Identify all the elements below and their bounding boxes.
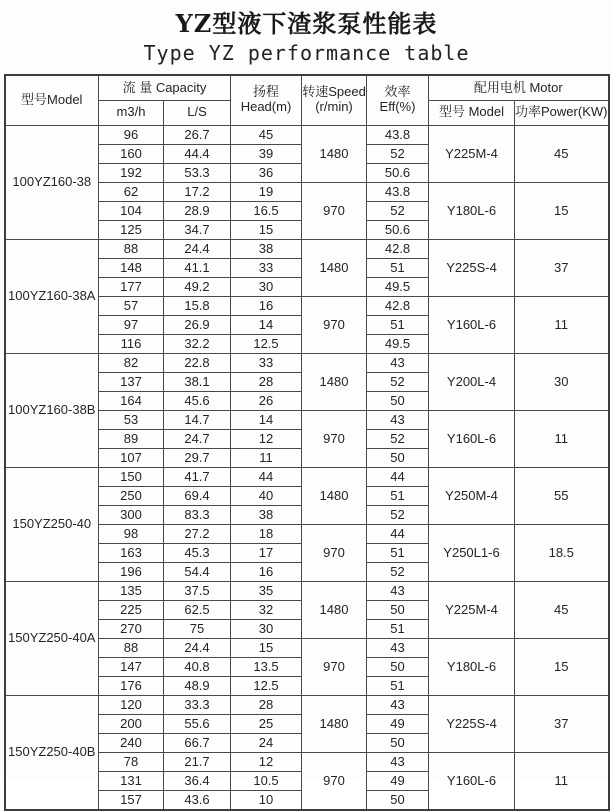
eff-value: 52 (367, 505, 429, 524)
eff-value: 49.5 (367, 334, 429, 353)
header-model: 型号Model (5, 75, 99, 125)
capacity-ls-value: 75 (164, 619, 231, 638)
header-eff-cn: 效率 (384, 84, 411, 100)
eff-value: 44 (367, 524, 429, 543)
motor-power-value: 45 (515, 125, 609, 182)
capacity-m3h-value: 176 (99, 676, 164, 695)
capacity-ls-value: 53.3 (164, 163, 231, 182)
capacity-m3h-value: 135 (99, 581, 164, 600)
speed-value: 970 (302, 296, 367, 353)
eff-value: 43 (367, 695, 429, 714)
capacity-ls-value: 48.9 (164, 676, 231, 695)
motor-power-value: 15 (515, 638, 609, 695)
motor-model-value: Y200L-4 (429, 353, 515, 410)
header-speed-unit: (r/min) (315, 99, 353, 115)
head-value: 25 (231, 714, 302, 733)
capacity-ls-value: 54.4 (164, 562, 231, 581)
motor-model-value: Y225S-4 (429, 695, 515, 752)
head-value: 12 (231, 429, 302, 448)
pump-table-body (5, 125, 609, 810)
capacity-m3h-value: 196 (99, 562, 164, 581)
head-value: 28 (231, 372, 302, 391)
head-value: 18 (231, 524, 302, 543)
head-value: 14 (231, 410, 302, 429)
motor-model-value: Y160L-6 (429, 410, 515, 467)
capacity-ls-value: 24.7 (164, 429, 231, 448)
head-value: 36 (231, 163, 302, 182)
capacity-ls-value: 38.1 (164, 372, 231, 391)
capacity-m3h-value: 300 (99, 505, 164, 524)
capacity-ls-value: 14.7 (164, 410, 231, 429)
speed-value: 1480 (302, 581, 367, 638)
capacity-m3h-value: 164 (99, 391, 164, 410)
head-value: 16 (231, 296, 302, 315)
capacity-m3h-value: 160 (99, 144, 164, 163)
eff-value: 43 (367, 638, 429, 657)
speed-value: 1480 (302, 695, 367, 752)
capacity-ls-value: 24.4 (164, 239, 231, 258)
motor-model-value: Y250M-4 (429, 467, 515, 524)
pump-model: 100YZ160-38A (5, 239, 99, 353)
speed-value: 970 (302, 524, 367, 581)
capacity-ls-value: 62.5 (164, 600, 231, 619)
capacity-ls-value: 21.7 (164, 752, 231, 771)
head-value: 44 (231, 467, 302, 486)
head-value: 32 (231, 600, 302, 619)
capacity-m3h-value: 157 (99, 790, 164, 810)
capacity-m3h-value: 89 (99, 429, 164, 448)
head-value: 33 (231, 258, 302, 277)
capacity-m3h-value: 225 (99, 600, 164, 619)
eff-value: 51 (367, 315, 429, 334)
eff-value: 43.8 (367, 125, 429, 144)
header-speed (302, 75, 367, 125)
eff-value: 52 (367, 144, 429, 163)
eff-value: 50 (367, 733, 429, 752)
motor-model-value: Y225M-4 (429, 125, 515, 182)
eff-value: 42.8 (367, 239, 429, 258)
capacity-m3h-value: 200 (99, 714, 164, 733)
capacity-m3h-value: 240 (99, 733, 164, 752)
header-head-cn: 扬程 (252, 84, 279, 100)
eff-value: 44 (367, 467, 429, 486)
eff-value: 50 (367, 391, 429, 410)
capacity-m3h-value: 125 (99, 220, 164, 239)
head-value: 45 (231, 125, 302, 144)
capacity-ls-value: 45.3 (164, 543, 231, 562)
header-motor-power: 功率Power(KW) (515, 100, 609, 125)
header-capacity: 流 量 Capacity (99, 75, 231, 100)
capacity-ls-value: 34.7 (164, 220, 231, 239)
head-value: 13.5 (231, 657, 302, 676)
eff-value: 43 (367, 581, 429, 600)
speed-value: 970 (302, 182, 367, 239)
eff-value: 51 (367, 619, 429, 638)
pump-model: 100YZ160-38B (5, 353, 99, 467)
table-row (5, 125, 609, 144)
head-value: 38 (231, 239, 302, 258)
capacity-m3h-value: 250 (99, 486, 164, 505)
capacity-ls-value: 15.8 (164, 296, 231, 315)
speed-value: 1480 (302, 125, 367, 182)
motor-power-value: 30 (515, 353, 609, 410)
capacity-ls-value: 28.9 (164, 201, 231, 220)
header-head-en: Head(m) (240, 99, 292, 115)
capacity-ls-value: 32.2 (164, 334, 231, 353)
capacity-ls-value: 27.2 (164, 524, 231, 543)
capacity-ls-value: 37.5 (164, 581, 231, 600)
capacity-ls-value: 45.6 (164, 391, 231, 410)
speed-value: 1480 (302, 353, 367, 410)
capacity-ls-value: 83.3 (164, 505, 231, 524)
capacity-ls-value: 29.7 (164, 448, 231, 467)
capacity-ls-value: 33.3 (164, 695, 231, 714)
capacity-m3h-value: 120 (99, 695, 164, 714)
table-row (5, 467, 609, 486)
motor-model-value: Y250L1-6 (429, 524, 515, 581)
capacity-ls-value: 22.8 (164, 353, 231, 372)
capacity-ls-value: 41.7 (164, 467, 231, 486)
header-head (231, 75, 302, 125)
table-row (5, 239, 609, 258)
capacity-m3h-value: 270 (99, 619, 164, 638)
motor-power-value: 11 (515, 296, 609, 353)
capacity-m3h-value: 192 (99, 163, 164, 182)
head-value: 14 (231, 315, 302, 334)
head-value: 12.5 (231, 676, 302, 695)
capacity-ls-value: 43.6 (164, 790, 231, 810)
page-title: YZ型液下渣浆泵性能表 (175, 9, 438, 38)
head-value: 17 (231, 543, 302, 562)
eff-value: 43 (367, 752, 429, 771)
motor-power-value: 11 (515, 410, 609, 467)
motor-power-value: 11 (515, 752, 609, 810)
head-value: 16.5 (231, 201, 302, 220)
eff-value: 52 (367, 201, 429, 220)
pump-model: 150YZ250-40B (5, 695, 99, 810)
pump-model: 150YZ250-40A (5, 581, 99, 695)
eff-value: 51 (367, 676, 429, 695)
header-eff-en: Eff(%) (379, 99, 416, 115)
speed-value: 970 (302, 638, 367, 695)
table-row (5, 353, 609, 372)
table-row (5, 695, 609, 714)
eff-value: 49 (367, 771, 429, 790)
capacity-ls-value: 69.4 (164, 486, 231, 505)
motor-model-value: Y180L-6 (429, 182, 515, 239)
capacity-ls-value: 36.4 (164, 771, 231, 790)
head-value: 40 (231, 486, 302, 505)
capacity-ls-value: 49.2 (164, 277, 231, 296)
head-value: 11 (231, 448, 302, 467)
eff-value: 49.5 (367, 277, 429, 296)
eff-value: 50.6 (367, 220, 429, 239)
head-value: 10.5 (231, 771, 302, 790)
performance-table (4, 74, 610, 811)
table-row (5, 581, 609, 600)
head-value: 35 (231, 581, 302, 600)
capacity-m3h-value: 98 (99, 524, 164, 543)
capacity-ls-value: 66.7 (164, 733, 231, 752)
capacity-m3h-value: 62 (99, 182, 164, 201)
capacity-m3h-value: 97 (99, 315, 164, 334)
capacity-ls-value: 26.7 (164, 125, 231, 144)
motor-model-value: Y160L-6 (429, 752, 515, 810)
capacity-m3h-value: 148 (99, 258, 164, 277)
table-header (5, 75, 609, 125)
head-value: 15 (231, 638, 302, 657)
capacity-m3h-value: 177 (99, 277, 164, 296)
eff-value: 51 (367, 486, 429, 505)
motor-power-value: 45 (515, 581, 609, 638)
motor-power-value: 37 (515, 239, 609, 296)
capacity-ls-value: 55.6 (164, 714, 231, 733)
head-value: 12.5 (231, 334, 302, 353)
capacity-m3h-value: 88 (99, 239, 164, 258)
capacity-ls-value: 17.2 (164, 182, 231, 201)
capacity-ls-value: 40.8 (164, 657, 231, 676)
capacity-m3h-value: 131 (99, 771, 164, 790)
capacity-ls-value: 41.1 (164, 258, 231, 277)
speed-value: 970 (302, 410, 367, 467)
eff-value: 42.8 (367, 296, 429, 315)
motor-power-value: 55 (515, 467, 609, 524)
motor-power-value: 15 (515, 182, 609, 239)
speed-value: 970 (302, 752, 367, 810)
head-value: 30 (231, 277, 302, 296)
capacity-m3h-value: 57 (99, 296, 164, 315)
capacity-ls-value: 44.4 (164, 144, 231, 163)
eff-value: 43 (367, 410, 429, 429)
head-value: 39 (231, 144, 302, 163)
eff-value: 52 (367, 429, 429, 448)
eff-value: 50 (367, 657, 429, 676)
capacity-m3h-value: 137 (99, 372, 164, 391)
motor-power-value: 37 (515, 695, 609, 752)
motor-model-value: Y225M-4 (429, 581, 515, 638)
head-value: 12 (231, 752, 302, 771)
header-capacity-ls: L/S (164, 100, 231, 125)
head-value: 10 (231, 790, 302, 810)
head-value: 15 (231, 220, 302, 239)
motor-model-value: Y180L-6 (429, 638, 515, 695)
eff-value: 52 (367, 372, 429, 391)
capacity-ls-value: 26.9 (164, 315, 231, 334)
capacity-m3h-value: 150 (99, 467, 164, 486)
capacity-m3h-value: 116 (99, 334, 164, 353)
head-value: 33 (231, 353, 302, 372)
motor-model-value: Y225S-4 (429, 239, 515, 296)
head-value: 26 (231, 391, 302, 410)
page-subtitle: Type YZ performance table (143, 41, 470, 65)
header-motor: 配用电机 Motor (429, 75, 609, 100)
capacity-m3h-value: 104 (99, 201, 164, 220)
capacity-m3h-value: 107 (99, 448, 164, 467)
head-value: 38 (231, 505, 302, 524)
capacity-m3h-value: 163 (99, 543, 164, 562)
capacity-m3h-value: 53 (99, 410, 164, 429)
head-value: 28 (231, 695, 302, 714)
header-speed-cn: 转速Speed (302, 84, 366, 100)
header-eff (367, 75, 429, 125)
pump-model: 100YZ160-38 (5, 125, 99, 239)
head-value: 19 (231, 182, 302, 201)
pump-model: 150YZ250-40 (5, 467, 99, 581)
eff-value: 49 (367, 714, 429, 733)
speed-value: 1480 (302, 239, 367, 296)
eff-value: 50.6 (367, 163, 429, 182)
eff-value: 50 (367, 790, 429, 810)
motor-model-value: Y160L-6 (429, 296, 515, 353)
head-value: 30 (231, 619, 302, 638)
capacity-m3h-value: 82 (99, 353, 164, 372)
capacity-ls-value: 24.4 (164, 638, 231, 657)
eff-value: 52 (367, 562, 429, 581)
capacity-m3h-value: 78 (99, 752, 164, 771)
eff-value: 50 (367, 448, 429, 467)
motor-power-value: 18.5 (515, 524, 609, 581)
eff-value: 43 (367, 353, 429, 372)
eff-value: 50 (367, 600, 429, 619)
eff-value: 43.8 (367, 182, 429, 201)
head-value: 16 (231, 562, 302, 581)
capacity-m3h-value: 147 (99, 657, 164, 676)
capacity-m3h-value: 96 (99, 125, 164, 144)
head-value: 24 (231, 733, 302, 752)
eff-value: 51 (367, 543, 429, 562)
header-capacity-m3h: m3/h (99, 100, 164, 125)
capacity-m3h-value: 88 (99, 638, 164, 657)
header-motor-model: 型号 Model (429, 100, 515, 125)
speed-value: 1480 (302, 467, 367, 524)
eff-value: 51 (367, 258, 429, 277)
